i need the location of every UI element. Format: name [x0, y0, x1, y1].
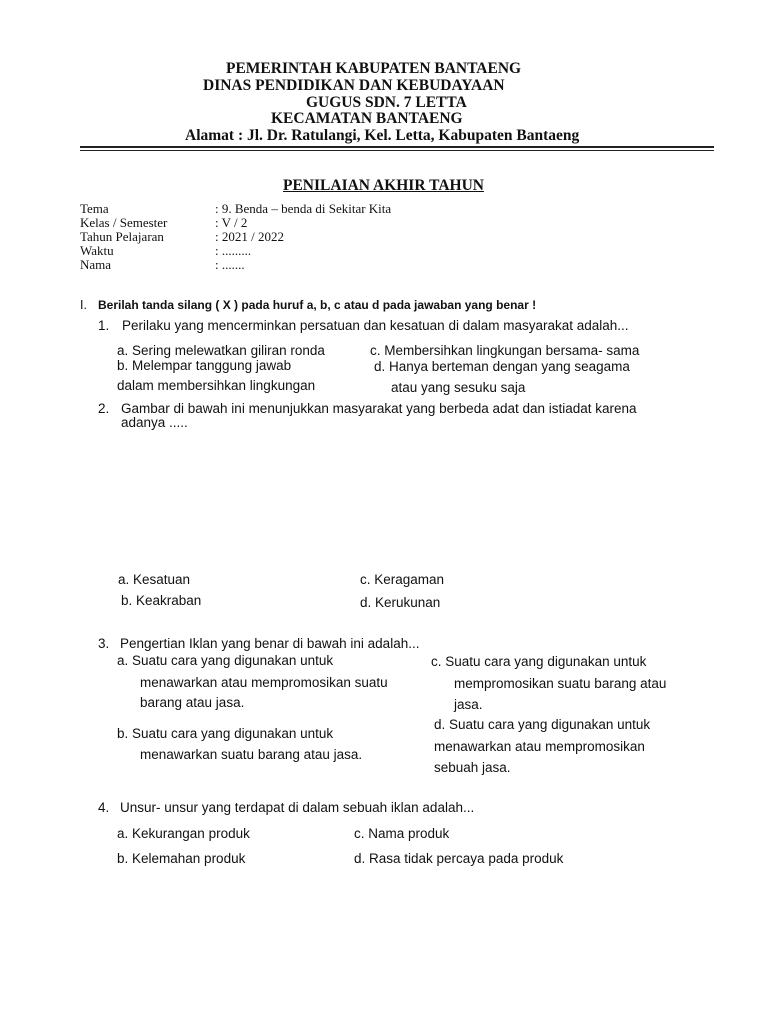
option-d-continuation: menawarkan atau mempromosikan — [434, 739, 645, 754]
option-d: d. Suatu cara yang digunakan untuk — [434, 717, 651, 732]
option-d: d. Hanya berteman dengan yang seagama — [374, 359, 630, 374]
info-value-tahun: : 2021 / 2022 — [215, 229, 284, 244]
option-c: c. Nama produk — [354, 826, 450, 841]
option-b: b. Keakraban — [121, 593, 202, 608]
option-c-continuation: mempromosikan suatu barang atau — [454, 676, 667, 691]
header-government: PEMERINTAH KABUPATEN BANTAENG — [226, 60, 522, 77]
info-label-waktu: Waktu — [80, 243, 114, 258]
header-district: KECAMATAN BANTAENG — [271, 110, 463, 127]
option-c-continuation: jasa. — [454, 697, 483, 712]
option-a: a. Suatu cara yang digunakan untuk — [117, 653, 334, 668]
header-address: Alamat : Jl. Dr. Ratulangi, Kel. Letta, Kabupaten Bantaeng — [185, 127, 580, 144]
info-label-nama: Nama — [80, 257, 112, 272]
question-number: 3. — [98, 636, 110, 651]
info-label-kelas: Kelas / Semester — [80, 215, 168, 230]
info-value-kelas: : V / 2 — [215, 215, 248, 230]
question-text-continuation: adanya ..... — [121, 415, 188, 430]
question-text: Unsur- unsur yang terdapat di dalam sebuah iklan adalah... — [120, 800, 475, 815]
option-d: d. Rasa tidak percaya pada produk — [354, 851, 564, 866]
option-b: b. Kelemahan produk — [117, 851, 246, 866]
question-number: 4. — [98, 800, 110, 815]
page-title: PENILAIAN AKHIR TAHUN — [283, 177, 484, 194]
section-instruction: Berilah tanda silang ( X ) pada huruf a, b, c atau d pada jawaban yang benar ! — [98, 298, 537, 312]
option-b-continuation: menawarkan suatu barang atau jasa. — [140, 747, 363, 762]
header-divider-thick — [80, 146, 714, 148]
option-a-continuation: menawarkan atau mempromosikan suatu — [140, 675, 388, 690]
option-b: b. Melempar tanggung jawab — [117, 358, 292, 373]
question-number: 2. — [98, 401, 110, 416]
header-divider-thin — [80, 150, 714, 151]
option-a-continuation: barang atau jasa. — [140, 695, 245, 710]
info-value-waktu: : ......... — [215, 243, 252, 258]
info-label-tahun: Tahun Pelajaran — [80, 229, 164, 244]
section-number: I. — [80, 298, 87, 312]
option-a: a. Kesatuan — [118, 572, 191, 587]
option-d-continuation: sebuah jasa. — [434, 760, 511, 775]
option-a: a. Kekurangan produk — [117, 826, 250, 841]
question-number: 1. — [98, 318, 110, 333]
option-c: c. Membersihkan lingkungan bersama- sama — [370, 343, 640, 358]
question-text: Pengertian Iklan yang benar di bawah ini adalah... — [120, 636, 420, 651]
info-value-nama: : ....... — [215, 257, 245, 272]
info-label-tema: Tema — [80, 201, 109, 216]
info-value-tema: : 9. Benda – benda di Sekitar Kita — [215, 201, 392, 216]
option-c: c. Keragaman — [360, 572, 445, 587]
question-text: Gambar di bawah ini menunjukkan masyarakat yang berbeda adat dan istiadat karena — [121, 401, 637, 416]
option-d-continuation: atau yang sesuku saja — [391, 380, 526, 395]
header-school-cluster: GUGUS SDN. 7 LETTA — [306, 94, 467, 111]
option-c: c. Suatu cara yang digunakan untuk — [431, 654, 647, 669]
question-text: Perilaku yang mencerminkan persatuan dan kesatuan di dalam masyarakat adalah... — [122, 318, 629, 333]
option-b-continuation: dalam membersihkan lingkungan — [117, 378, 316, 393]
option-a: a. Sering melewatkan giliran ronda — [117, 343, 325, 358]
option-b: b. Suatu cara yang digunakan untuk — [117, 726, 334, 741]
option-d: d. Kerukunan — [360, 595, 441, 610]
header-department: DINAS PENDIDIKAN DAN KEBUDAYAAN — [203, 77, 505, 94]
